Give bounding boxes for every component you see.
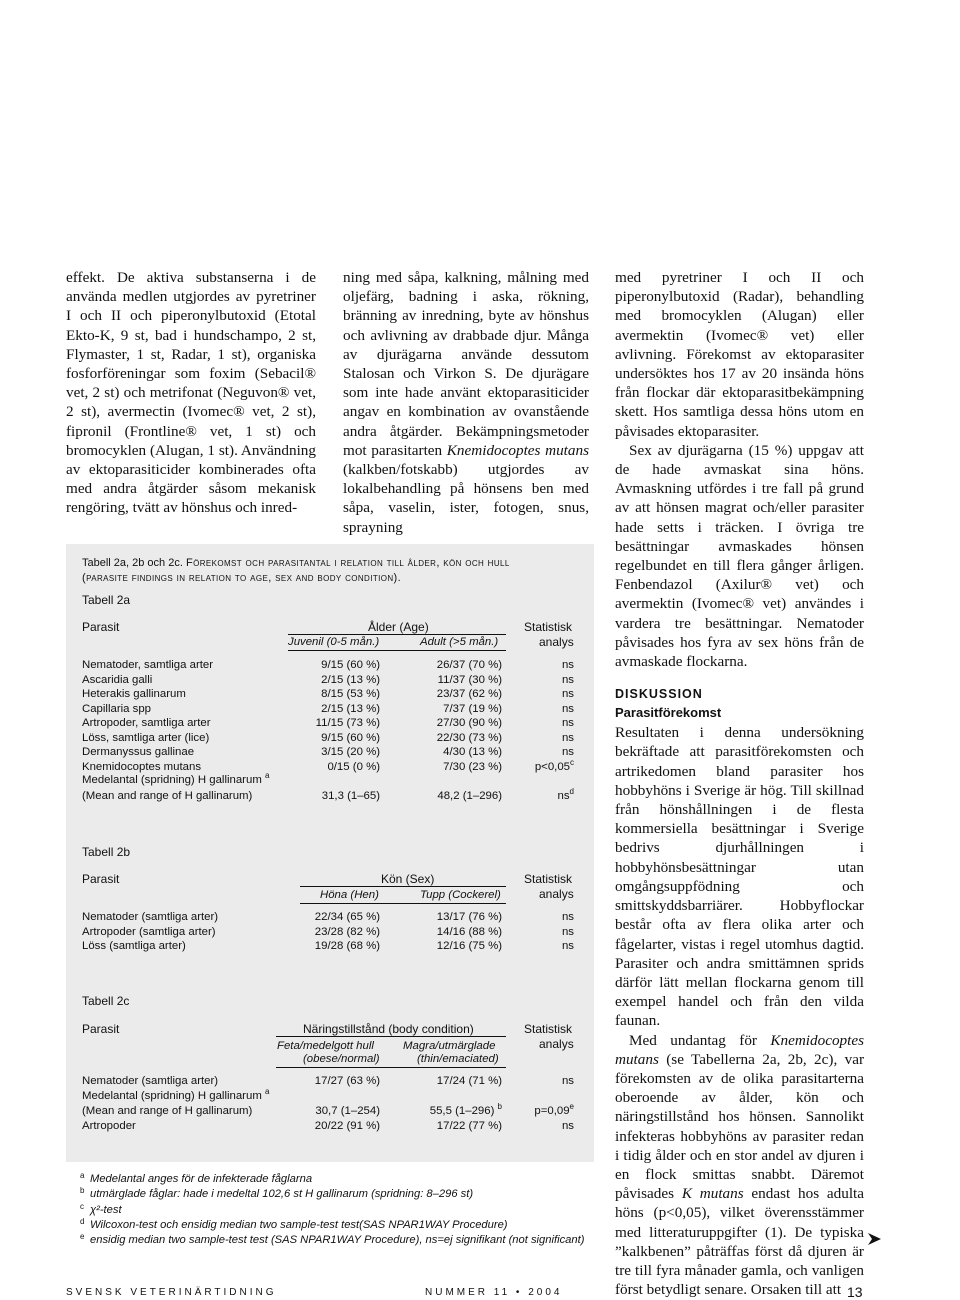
column-header-thin-en: (thin/emaciated)	[417, 1053, 499, 1065]
text-run: endast hos adulta höns (p<0,05), vilket överensstämmer med litteraturuppgifter (1). De typiska ”kalkbenen” påträffas först då djuren är tre till fyra månader gamla, och vanligen först betydligt senare. Orsaken till att	[615, 1185, 864, 1299]
paragraph: med pyretriner I och II och piperonylbutoxid (Radar), behandling med bromocyklen (Alugan) eller avermektin (Ivomec® vet) eller avlivning. Förekomst av ektoparasiter undersöktes hos 17 av 20 insända höns från flockar där ektoparasitbekämpning skett. Hos samtliga dessa höns utom en påvisades ektoparasiter.	[615, 269, 864, 440]
header-underline	[288, 650, 506, 651]
journal-name: SVENSK VETERINÄRTIDNING	[66, 1287, 277, 1298]
table-row	[82, 658, 582, 673]
cell: 2/15 (13 %)	[321, 673, 380, 686]
table-row: (Mean and range of H gallinarum) 30,7 (1–254) 55,5 (1–296) $^b$ p=0,09$^e$	[82, 1102, 574, 1117]
table-row	[82, 939, 582, 954]
page-number: 13	[847, 1284, 863, 1300]
column-header-stat-2: analys	[539, 887, 574, 901]
column-header-obese: Feta/medelgott hull	[277, 1040, 374, 1052]
cell: ns	[561, 688, 574, 700]
row-label: (Mean and range of H gallinarum)	[82, 790, 253, 802]
footnote-marker: d	[80, 1216, 85, 1226]
text-run: (kalkben/fotskabb) utgjordes av lokalbehandling på hönsens ben med såpa, vaselin, ister, fotogen, snus, sprayning	[343, 461, 589, 536]
cell: ns	[561, 940, 574, 952]
column-header-parasit: Parasit	[82, 1022, 120, 1036]
cell: ns	[561, 702, 574, 715]
issue-label: NUMMER 11 • 2004	[425, 1287, 563, 1298]
table-row: Medelantal (spridning) H gallinarum $^a$	[82, 1087, 270, 1102]
column-header-parasit: Parasit	[82, 620, 120, 634]
cell: 2/15 (13 %)	[321, 702, 380, 715]
row-label: Medelantal (spridning) H gallinarum	[82, 774, 262, 786]
cell: 4/30 (13 %)	[443, 746, 502, 758]
table-row: Knemidocoptes mutans 0/15 (0 %) 7/30 (23 %) p<0,05$^c$	[82, 757, 574, 773]
footnote-text: Wilcoxon-test och ensidig median two sample-test test(SAS NPAR1WAY Procedure)	[90, 1218, 508, 1231]
cell: ns	[561, 746, 574, 758]
caption-text: Förekomst och parasitantal i relation till ålder, kön och hull	[185, 557, 510, 569]
paragraph: Resultaten i denna undersökning bekräftade att parasitförekomsten och artrikedomen bland parasiter hos hobbyhöns i Sverige är hög. Till skillnad från hönshållningen i de flesta kommersiella besättningar i Sverige bedrivs djurhållningen i hobbyhönsbesättningar utan omgångsuppfödning och smittskyddsbarriärer. Hobbyflockar består ofta av flera olika arter och fågelarter, vistas i regel utomhus dagtid. Parasiter och andra smittämnen sprids därför lätt mellan flockarna genom till exempel handel och från den vilda faunan.	[615, 724, 864, 1030]
table-row	[82, 910, 582, 925]
cell: 27/30 (90 %)	[436, 717, 502, 729]
row-label: Ascaridia galli	[82, 673, 153, 686]
footnote-marker: c	[80, 1201, 84, 1211]
cell: 9/15 (60 %)	[321, 731, 380, 744]
cell: ns	[561, 911, 574, 923]
column-header-thin: Magra/utmärglade	[403, 1040, 496, 1052]
paragraph	[615, 1031, 864, 1300]
cell: 23/37 (62 %)	[436, 688, 502, 700]
cell: ns	[561, 1120, 574, 1132]
header-underline	[276, 1067, 506, 1068]
cell: 20/22 (91 %)	[314, 1120, 380, 1132]
cell: ns	[557, 790, 570, 802]
cell: 8/15 (53 %)	[321, 688, 380, 700]
column-header-group: Näringstillstånd (body condition)	[303, 1022, 474, 1036]
section-heading: DISKUSSION	[615, 687, 703, 702]
text-run: ning med såpa, kalkning, målning med oljefärg, badning i aska, rökning, bränning av inredning, byte av hönshus och avlivning av drabbade djur. Många av djurägarna använde dessutom Stalosan och Virkon S. De djurägare som inte hade använt ektoparasiticider angav en kombination av ovanstående andra åtgärder. Bekämpningsmetoder mot parasitarten	[343, 269, 589, 459]
table-row	[82, 716, 582, 731]
cell: 12/16 (75 %)	[436, 940, 502, 952]
table-title: Tabell 2a	[82, 593, 131, 607]
column-header-stat: Statistisk	[524, 872, 573, 886]
cell: 9/15 (60 %)	[321, 659, 380, 671]
cell: 17/24 (71 %)	[436, 1075, 502, 1087]
cell: 7/30 (23 %)	[443, 760, 502, 773]
row-label: Knemidocoptes mutans	[82, 760, 202, 773]
caption-lead: Tabell 2a, 2b och 2c.	[82, 557, 183, 569]
column-header-stat: Statistisk	[524, 1022, 573, 1036]
row-label: Nematoder, samtliga arter	[82, 659, 214, 671]
footnote-marker: e	[80, 1232, 85, 1242]
header-underline	[300, 903, 506, 904]
cell: ns	[561, 659, 574, 671]
cell: 19/28 (68 %)	[314, 940, 380, 952]
row-label: Artropoder, samtliga arter	[82, 717, 211, 729]
footnote-text: Medelantal anges för de infekterade fåglarna	[90, 1173, 313, 1185]
footnote-marker: a	[80, 1171, 85, 1180]
subsection-heading: Parasitförekomst	[615, 705, 722, 721]
row-label: Dermanyssus gallinae	[82, 746, 195, 758]
footnotes	[82, 1172, 602, 1248]
species-name: K mutans	[681, 1185, 744, 1203]
footnote-text: χ²-test	[90, 1203, 122, 1216]
footnote	[82, 1218, 602, 1233]
row-label: Artropoder (samtliga arter)	[82, 925, 216, 938]
row-label: Heterakis gallinarum	[82, 688, 186, 700]
cell: 3/15 (20 %)	[321, 746, 380, 758]
table-row: Medelantal (spridning) H gallinarum $^a$	[82, 771, 270, 786]
cell: 14/16 (88 %)	[436, 925, 502, 938]
text-column-1	[66, 268, 316, 518]
footnote-text: utmärglade fåglar: hade i medeltal 102,6 st H gallinarum (spridning: 8–296 st)	[90, 1188, 474, 1201]
species-name: Knemidocoptes mutans	[446, 441, 589, 459]
cell: 11/15 (73 %)	[315, 717, 380, 729]
cell: 22/34 (65 %)	[314, 911, 380, 923]
cell: 31,3 (1–65)	[321, 790, 380, 802]
row-label: Nematoder (samtliga arter)	[82, 1075, 219, 1087]
cell: 26/37 (70 %)	[436, 659, 502, 671]
cell: 55,5 (1–296)	[429, 1105, 495, 1117]
cell: 17/22 (77 %)	[436, 1120, 502, 1132]
header-underline	[276, 1036, 506, 1037]
cell: ns	[561, 673, 574, 686]
row-label: Nematoder (samtliga arter)	[82, 911, 219, 923]
footnote	[82, 1203, 602, 1218]
cell: 7/37 (19 %)	[443, 702, 502, 715]
footnote	[82, 1233, 602, 1248]
column-header-stat-2: analys	[539, 1037, 574, 1051]
table-row	[82, 1074, 582, 1089]
column-header-hen: Höna (Hen)	[320, 889, 379, 901]
cell: 13/17 (76 %)	[436, 911, 502, 923]
continue-arrow-icon	[868, 1233, 881, 1250]
column-header-adult: Adult (>5 mån.)	[420, 636, 499, 648]
column-header-obese-en: (obese/normal)	[303, 1053, 380, 1065]
cell: ns	[561, 717, 574, 729]
table-row	[82, 702, 582, 717]
table-row	[82, 745, 582, 760]
caption-text-en: (parasite findings in relation to age, sex and body condition).	[82, 572, 402, 584]
cell: 17/27 (63 %)	[314, 1075, 380, 1087]
cell: 0/15 (0 %)	[327, 760, 380, 773]
row-label: Artropoder	[82, 1120, 136, 1132]
row-label: (Mean and range of H gallinarum)	[82, 1105, 253, 1117]
table-row	[82, 687, 582, 702]
cell: 22/30 (73 %)	[436, 731, 502, 744]
footnote	[82, 1172, 602, 1187]
text-run: (se Tabellerna 2a, 2b, 2c), var förekomsten av de olika parasitarterna oberoende av ålder, kön och näringstillstånd hos hönsen. Sannolikt infekteras hobbyhöns av parasiter redan i tidig ålder och en stor andel av djuren i en flock smittas snabbt. Däremot påvisades	[615, 1050, 864, 1203]
paragraph	[343, 268, 589, 537]
footnote-marker: b	[80, 1186, 85, 1196]
row-label: Capillaria spp	[82, 702, 152, 715]
paragraph: Sex av djurägarna (15 %) uppgav att de hade avmaskat sina höns. Avmaskning utfördes i tre fall på grund av att hönsen magrat och/eller parasiter hade setts i träcken. I övriga tre besättningar avmaskades hönsen regelbundet en till flera gånger årligen. Fenbendazol (Axilur® vet) och avermektin (Ivomec® vet) användes i vardera tre besättningar. Nematoder påvisades hos fyra av sex höns från de avmaskade flockarna.	[615, 441, 864, 671]
table-row	[82, 925, 582, 940]
cell: ns	[561, 731, 574, 744]
column-header-juvenil: Juvenil (0-5 mån.)	[288, 636, 380, 648]
cell: p<0,05	[534, 760, 570, 773]
text-run: Med undantag för	[629, 1031, 771, 1049]
text-column-2	[343, 268, 589, 537]
table-caption	[82, 556, 582, 586]
cell: p=0,09	[534, 1105, 570, 1117]
row-label: Löss, samtliga arter (lice)	[82, 731, 210, 744]
cell: 30,7 (1–254)	[315, 1105, 380, 1117]
header-underline	[300, 886, 506, 887]
column-header-group: Kön (Sex)	[381, 872, 435, 886]
cell: ns	[561, 1075, 574, 1087]
table-row: (Mean and range of H gallinarum) 31,3 (1–65) 48,2 (1–296) $ns^d$	[82, 787, 574, 802]
row-label: Löss (samtliga arter)	[82, 940, 186, 952]
footnote-text: ensidig median two sample-test test (SAS NPAR1WAY Procedure), ns=ej signifikant (not significant)	[90, 1234, 585, 1247]
table-title: Tabell 2b	[82, 845, 131, 859]
text-column-3	[615, 268, 864, 1299]
cell: 23/28 (82 %)	[314, 925, 380, 938]
table-row	[82, 731, 582, 746]
column-header-stat-2: analys	[539, 635, 574, 649]
cell: 11/37 (30 %)	[437, 673, 502, 686]
cell: 48,2 (1–296)	[437, 790, 502, 802]
row-label: Medelantal (spridning) H gallinarum	[82, 1090, 262, 1102]
species-name: Knemidocoptes mutans	[615, 1031, 864, 1068]
column-header-parasit: Parasit	[82, 872, 120, 886]
table-row	[82, 673, 582, 688]
footnote	[82, 1187, 602, 1202]
column-header-cockerel: Tupp (Cockerel)	[420, 889, 501, 901]
column-header-group: Ålder (Age)	[368, 620, 429, 634]
paragraph: effekt. De aktiva substanserna i de använda medlen utgjordes av pyretriner I och II och piperonylbutoxid (Etotal Ekto-K, 9 st, bad i hundschampo, 2 st, Flymaster, 1 st, Radar, 1 st), organiska fosforföreningar som foxim (Sebacil® vet, 2 st) och metrifonat (Neguvon® vet, 2 st), avermectin (Ivomec® vet, 2 st), fipronil (Frontline® vet, 1 st) och bromocyklen (Alugan, 1 st). Användning av ektoparasiticider kombinerades ofta med andra åtgärder såsom mekanisk rengöring, tvätt av hönshus och inred-	[66, 269, 316, 517]
table-title: Tabell 2c	[82, 994, 130, 1008]
column-header-stat: Statistisk	[524, 620, 573, 634]
cell: ns	[561, 925, 574, 938]
table-row	[82, 1119, 582, 1134]
